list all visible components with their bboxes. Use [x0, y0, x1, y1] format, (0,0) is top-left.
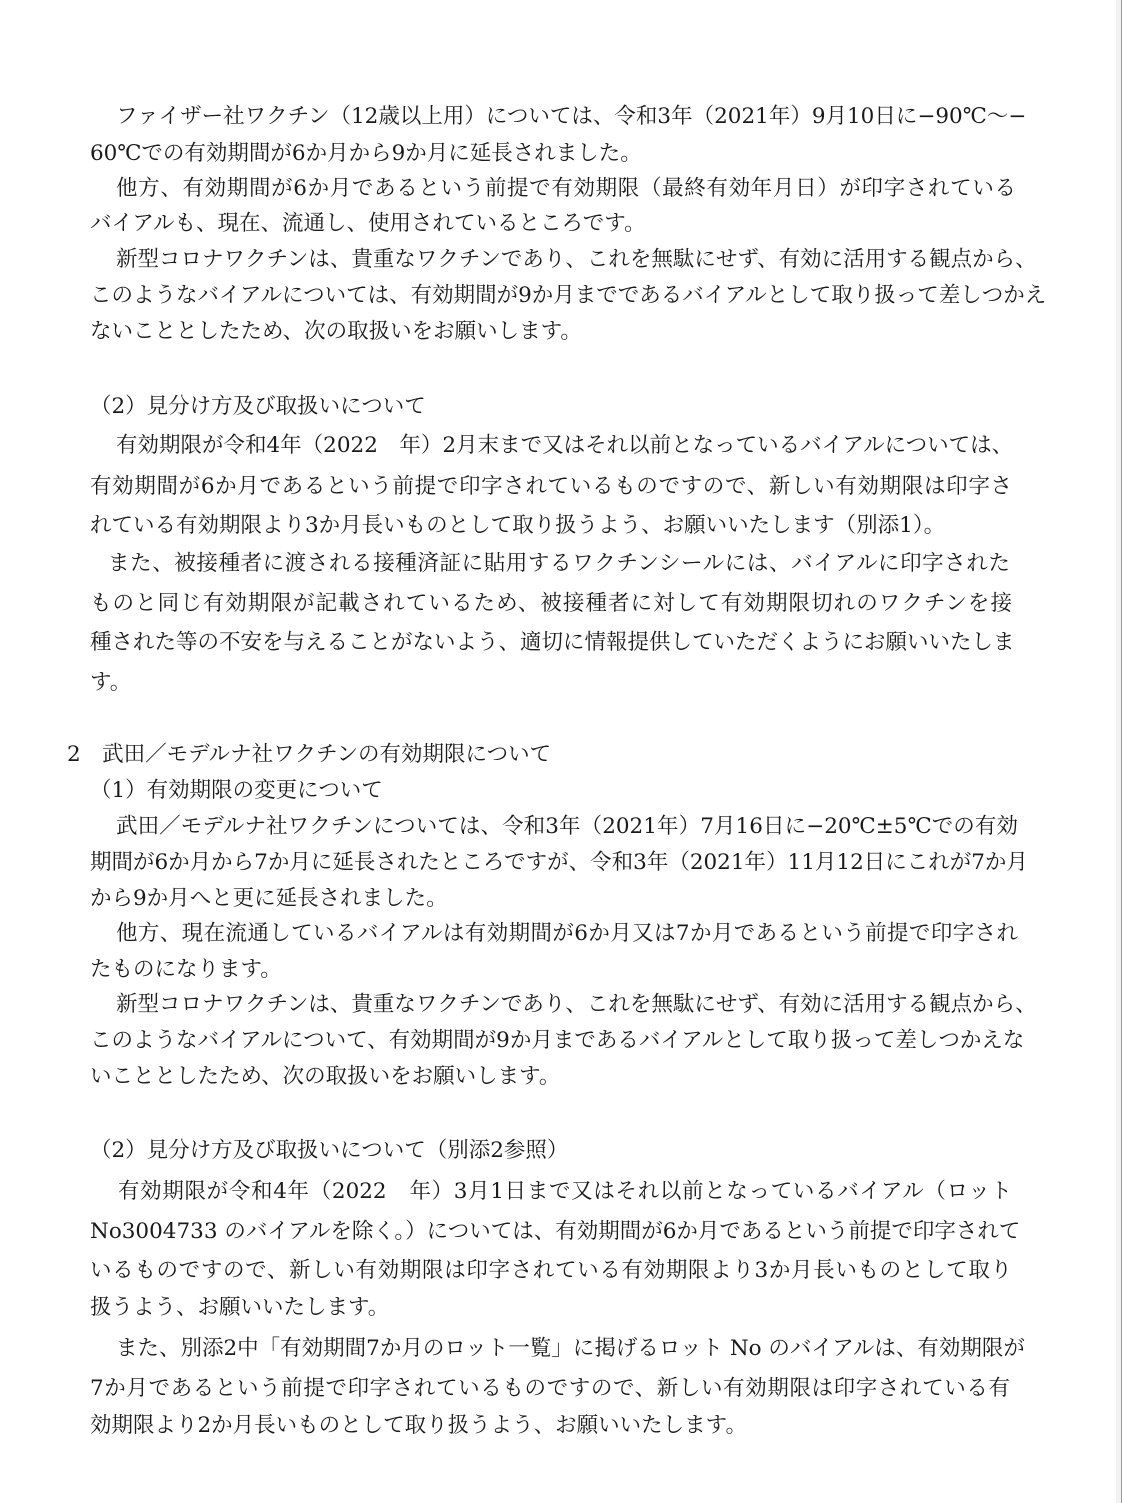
paragraph-line: いるものですので、新しい有効期限は印字されている有効期限より3か月長いものとして取り — [90, 1258, 1012, 1283]
section-heading: 2 武田／モデルナ社ワクチンの有効期限について — [67, 742, 552, 767]
paragraph-line: 種された等の不安を与えることがないよう、適切に情報提供していただくようにお願いいたしま — [90, 630, 1015, 655]
paragraph-line: 60℃での有効期間が6か月から9か月に延長されました。 — [90, 141, 642, 166]
paragraph-line: 武田／モデルナ社ワクチンについては、令和3年（2021年）7月16日に−20℃±5℃での有効 — [116, 814, 1018, 839]
paragraph-line: から9か月へと更に延長されました。 — [90, 886, 448, 911]
paragraph-line: また、被接種者に渡される接種済証に貼用するワクチンシールには、バイアルに印字された — [108, 551, 1010, 576]
paragraph-line: 有効期間が6か月であるという前提で印字されているものですので、新しい有効期限は印字さ — [90, 474, 1012, 499]
paragraph-line: No3004733 のバイアルを除く。）については、有効期間が6か月であるという前提で印字されて — [90, 1219, 1021, 1244]
paragraph-line: 7か月であるという前提で印字されているものですので、新しい有効期限は印字されている有 — [90, 1376, 1010, 1401]
paragraph-line: いこととしたため、次の取扱いをお願いします。 — [90, 1064, 561, 1089]
paragraph-line: 扱うよう、お願いいたします。 — [90, 1295, 390, 1320]
paragraph-line: 有効期限が令和4年（2022 年）2月末まで又はそれ以前となっているバイアルについては、 — [116, 433, 1014, 458]
paragraph-line: す。 — [90, 670, 132, 695]
paragraph-line: 新型コロナワクチンは、貴重なワクチンであり、これを無駄にせず、有効に活用する観点から、 — [116, 992, 1037, 1017]
paragraph-line: 効期限より2か月長いものとして取り扱うよう、お願いいたします。 — [90, 1413, 747, 1438]
paragraph-line: 有効期限が令和4年（2022 年）3月1日まで又はそれ以前となっているバイアル（ロット — [118, 1179, 1012, 1204]
paragraph-line: また、別添2中「有効期間7か月のロット一覧」に掲げるロット No のバイアルは、有効期限が — [116, 1336, 1025, 1361]
paragraph-line: ファイザー社ワクチン（12歳以上用）については、令和3年（2021年）9月10日に−90℃〜− — [116, 104, 1027, 129]
paragraph-line: たものになります。 — [90, 957, 282, 982]
paragraph-line: 新型コロナワクチンは、貴重なワクチンであり、これを無駄にせず、有効に活用する観点から、 — [116, 247, 1037, 272]
paragraph-line: 他方、現在流通しているバイアルは有効期間が6か月又は7か月であるという前提で印字され — [116, 921, 1018, 946]
subheading: （1）有効期限の変更について — [90, 778, 383, 803]
paragraph-line: このようなバイアルについて、有効期間が9か月まであるバイアルとして取り扱って差しつかえな — [90, 1028, 1025, 1053]
paragraph-line: ものと同じ有効期限が記載されているため、被接種者に対して有効期限切れのワクチンを接 — [90, 591, 1012, 616]
paragraph-line: 期間が6か月から7か月に延長されたところですが、令和3年（2021年）11月12日にこれが7か月 — [90, 850, 1028, 875]
paragraph-line: 他方、有効期間が6か月であるという前提で有効期限（最終有効年月日）が印字されている — [116, 176, 1016, 201]
paragraph-line: ないこととしたため、次の取扱いをお願いします。 — [90, 319, 582, 344]
paragraph-line: バイアルも、現在、流通し、使用されているところです。 — [90, 211, 646, 236]
paragraph-line: このようなバイアルについては、有効期間が9か月までであるバイアルとして取り扱って差しつかえ — [90, 283, 1047, 308]
paragraph-line: れている有効期限より3か月長いものとして取り扱うよう、お願いいたします（別添1）。 — [90, 513, 946, 538]
subheading: （2）見分け方及び取扱いについて（別添2参照） — [90, 1138, 569, 1163]
subheading: （2）見分け方及び取扱いについて — [90, 394, 426, 419]
